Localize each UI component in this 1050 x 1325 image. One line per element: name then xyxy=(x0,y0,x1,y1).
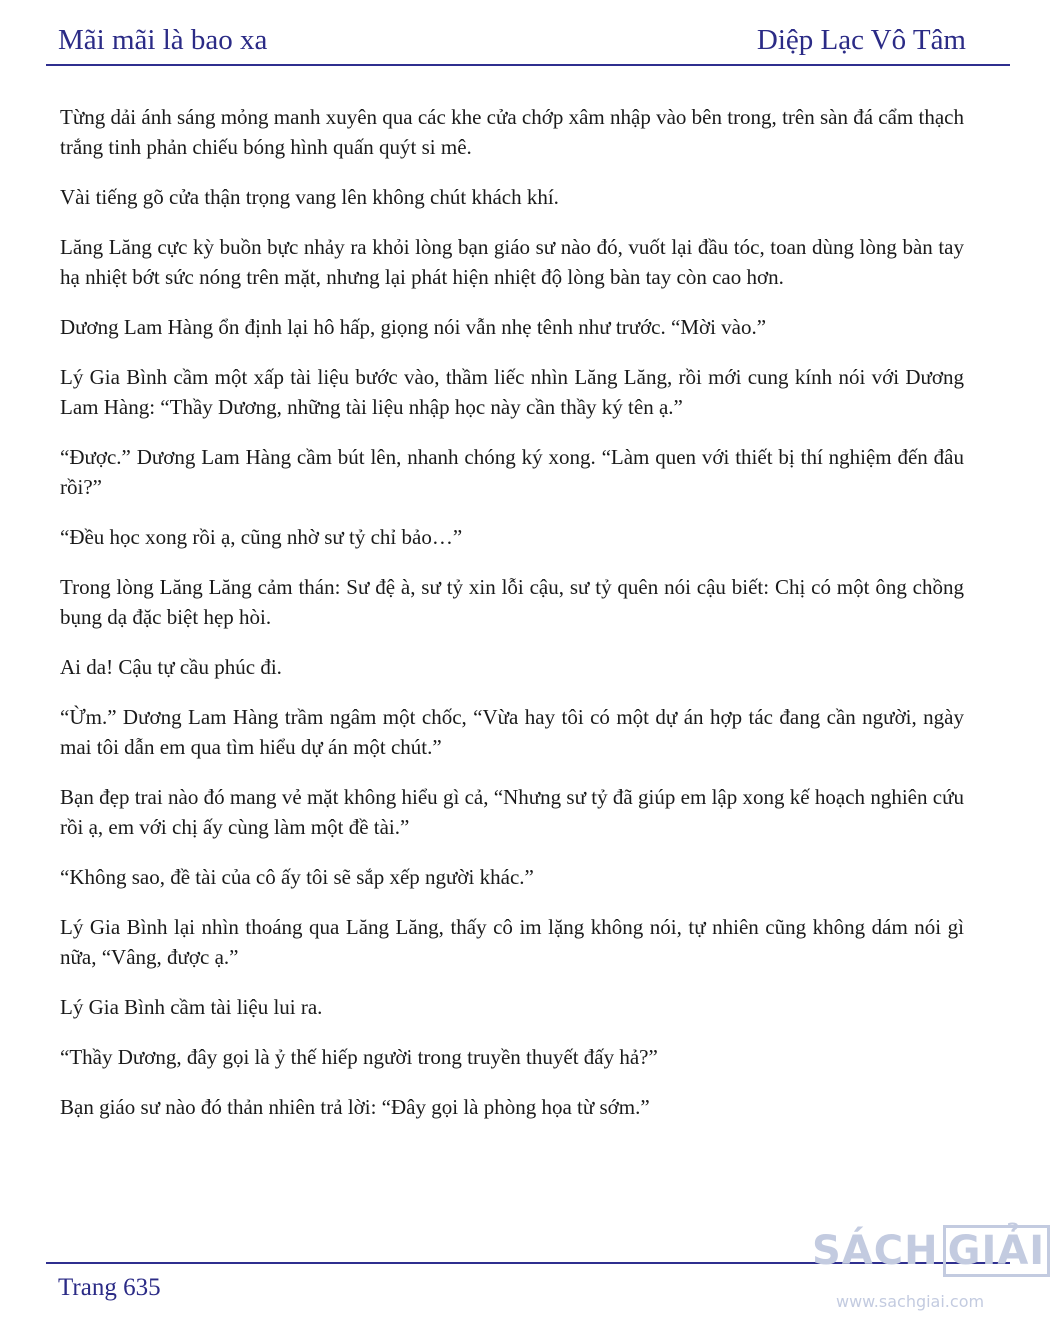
paragraph: Lý Gia Bình cầm một xấp tài liệu bước vào, thầm liếc nhìn Lăng Lăng, rồi mới cung kính nói với Dương Lam Hàng: “Thầy Dương, những tài liệu nhập học này cần thầy ký tên ạ.” xyxy=(60,365,964,419)
paragraph: Lăng Lăng cực kỳ buồn bực nhảy ra khỏi lòng bạn giáo sư nào đó, vuốt lại đầu tóc, toan dùng lòng bàn tay hạ nhiệt bớt sức nóng trên mặt, nhưng lại phát hiện nhiệt độ lòng bàn tay còn cao hơn. xyxy=(60,235,964,289)
paragraph: Dương Lam Hàng ổn định lại hô hấp, giọng nói vẫn nhẹ tênh như trước. “Mời vào.” xyxy=(60,315,767,339)
paragraph: Từng dải ánh sáng mỏng manh xuyên qua các khe cửa chớp xâm nhập vào bên trong, trên sàn đá cẩm thạch trắng tinh phản chiếu bóng hình quấn quýt si mê. xyxy=(60,105,964,159)
paragraph: “Không sao, đề tài của cô ấy tôi sẽ sắp xếp người khác.” xyxy=(60,865,534,889)
book-title: Mãi mãi là bao xa xyxy=(58,24,268,56)
paragraph: “Ừm.” Dương Lam Hàng trầm ngâm một chốc, “Vừa hay tôi có một dự án hợp tác đang cần người, ngày mai tôi dẫn em qua tìm hiểu dự án một chút.” xyxy=(60,705,964,759)
watermark-logo-text-1: SÁCH xyxy=(812,1228,939,1274)
watermark-url: www.sachgiai.com xyxy=(836,1292,985,1311)
watermark-logo-text-2: GIẢI xyxy=(943,1225,1050,1277)
paragraph: Ai da! Cậu tự cầu phúc đi. xyxy=(60,655,282,679)
watermark-logo xyxy=(812,1228,1050,1274)
paragraph: “Thầy Dương, đây gọi là ỷ thế hiếp người trong truyền thuyết đấy hả?” xyxy=(60,1045,658,1069)
paragraph: Bạn giáo sư nào đó thản nhiên trả lời: “Đây gọi là phòng họa từ sớm.” xyxy=(60,1095,650,1119)
header-divider xyxy=(46,64,1010,66)
paragraph: Lý Gia Bình cầm tài liệu lui ra. xyxy=(60,995,323,1019)
page-header xyxy=(58,24,966,64)
paragraph: Trong lòng Lăng Lăng cảm thán: Sư đệ à, sư tỷ xin lỗi cậu, sư tỷ quên nói cậu biết: Chị có một ông chồng bụng dạ đặc biệt hẹp hòi. xyxy=(60,575,964,629)
page-number: Trang 635 xyxy=(58,1274,161,1301)
paragraph: Vài tiếng gõ cửa thận trọng vang lên không chút khách khí. xyxy=(60,185,559,209)
paragraph: “Đều học xong rồi ạ, cũng nhờ sư tỷ chỉ bảo…” xyxy=(60,525,463,549)
page-body xyxy=(60,102,964,1142)
sachgiai-watermark xyxy=(812,1228,1046,1318)
paragraph: “Được.” Dương Lam Hàng cầm bút lên, nhanh chóng ký xong. “Làm quen với thiết bị thí nghiệm đến đâu rồi?” xyxy=(60,445,964,499)
paragraph: Bạn đẹp trai nào đó mang vẻ mặt không hiểu gì cả, “Nhưng sư tỷ đã giúp em lập xong kế hoạch nghiên cứu rồi ạ, em với chị ấy cùng làm một đề tài.” xyxy=(60,785,964,839)
paragraph: Lý Gia Bình lại nhìn thoáng qua Lăng Lăng, thấy cô im lặng không nói, tự nhiên cũng không dám nói gì nữa, “Vâng, được ạ.” xyxy=(60,915,964,969)
book-author: Diệp Lạc Vô Tâm xyxy=(756,24,966,56)
